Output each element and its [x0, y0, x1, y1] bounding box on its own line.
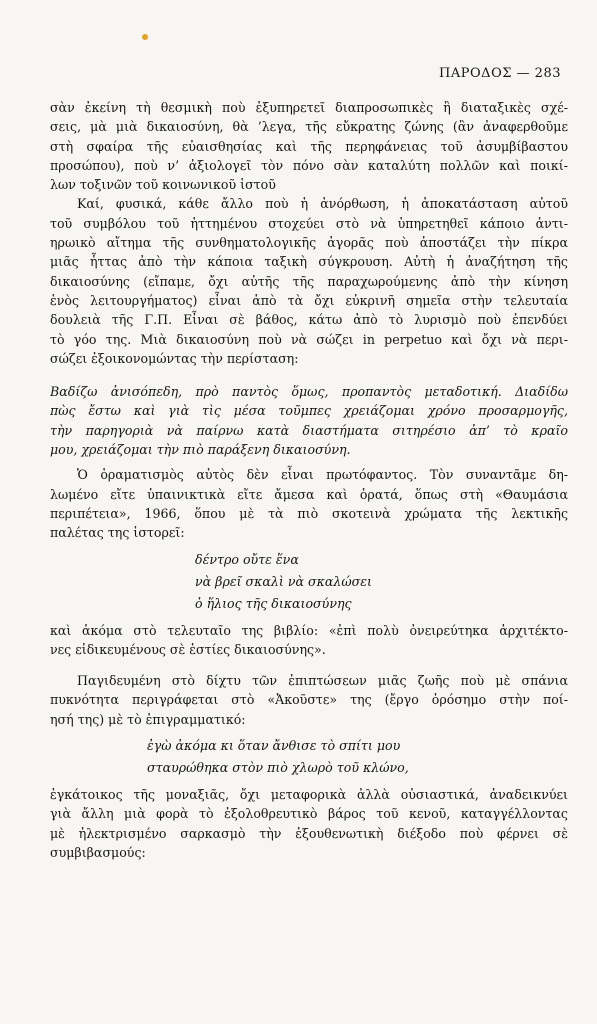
text-line: τοῦ συμβόλου τοῦ ἡττημένου στοχεύει στὸ νὰ ὑπηρετηθεῖ κάποιο ἀντι- — [50, 215, 568, 231]
text-line: Καί, φυσικά, κάθε ἄλλο ποὺ ἡ ἀνόρθωση, ἡ ἀποκατάσταση αὐτοῦ — [77, 196, 568, 212]
text-line: λων τοξινῶν τοῦ κοινωνικοῦ ἱστοῦ — [50, 177, 276, 193]
verse-line: ὁ ἥλιος τῆς δικαιοσύνης — [195, 595, 352, 611]
text-line: σώζει ἐξοικονομώντας τὴν περίσταση: — [50, 350, 299, 366]
text-line: Ὁ ὁραματισμὸς αὐτὸς δὲν εἶναι πρωτόφαντος. Τὸν συναντᾶμε δη- — [77, 467, 568, 483]
page-body — [50, 98, 568, 862]
text-line: ἐγκάτοικος τῆς μοναξιᾶς, ὄχι μεταφορικὰ ἀλλὰ οὐσιαστικά, ἀναδεικνύει — [50, 787, 568, 803]
text-line: πυκνότητα περιγράφεται στὸ «Ἀκοῦστε» της (ἔργο ὁρόσημο στὴν ποί- — [50, 692, 568, 708]
paragraph-6 — [50, 785, 568, 862]
verse-line: σταυρώθηκα στὸν πιὸ χλωρὸ τοῦ κλώνο, — [147, 760, 409, 776]
text-line: δικαιοσύνης (εἴπαμε, ὄχι αὐτῆς τῆς παραχωρούμενης ἀπὸ τὴν κίνηση — [50, 273, 568, 289]
text-line: λωμένο εἴτε ὑπαινικτικὰ εἴτε ἄμεσα καὶ ὁρατά, ὅπως στὴ «Θαυμάσια — [50, 486, 568, 502]
poem-excerpt-2 — [147, 735, 568, 779]
text-line: σὰν ἐκείνη τὴ θεσμικὴ ποὺ ἐξυπηρετεῖ διαπροσωπικὲς ἢ διαταξικὲς σχέ- — [50, 100, 568, 115]
paragraph-2 — [50, 194, 568, 368]
text-line: γιὰ ἄλλη μιὰ φορὰ τὸ ἐξολοθρευτικὸ βάρος τοῦ κενοῦ, καταγγέλλοντας — [50, 806, 568, 822]
verse-line: δέντρο οὔτε ἕνα — [195, 551, 299, 567]
paragraph-4 — [50, 621, 568, 660]
text-line: σεις, μὰ μιὰ δικαιοσύνη, θὰ ’λεγα, τῆς εὔκρατης ζώνης (ἂν ἀναφερθοῦμε — [50, 119, 568, 135]
verse-line: ἐγὼ ἀκόμα κι ὅταν ἄνθισε τὸ σπίτι μου — [147, 738, 401, 754]
quoted-prose — [50, 382, 568, 459]
text-line: δουλειὰ τῆς Γ.Π. Εἶναι σὲ βάθος, κάτω ἀπὸ τὸ λυρισμὸ ποὺ ἐπενδύει — [50, 312, 568, 328]
text-line: στὴ σφαίρα τῆς εὐαισθησίας καὶ τῆς περηφάνειας τοῦ ἀσυμβίβαστου — [50, 138, 568, 154]
ink-spot-mark — [142, 34, 148, 40]
text-line: μὲ ἠλεκτρισμένο σαρκασμὸ τὴν ἐξουθενωτικὴ διέξοδο ποὺ φέρνει σὲ — [50, 825, 568, 841]
text-line: ἑνὸς λειτουργήματος) εἶναι ἀπὸ τὰ ὄχι εὐκρινῆ σημεῖα στὴν τελευταία — [50, 292, 568, 308]
text-line: Παγιδευμένη στὸ δίχτυ τῶν ἐπιπτώσεων μιᾶς ζωῆς ποὺ μὲ σπάνια — [77, 673, 568, 689]
text-line: νες εἰδικευμένους σὲ ἑστίες δικαιοσύνης». — [50, 641, 326, 657]
paragraph-1 — [50, 98, 568, 194]
quote-line: τὴν παρηγοριὰ νὰ παίρνω κατὰ διαστήματα σιτηρέσιο ἀπ’ τὸ κραῖο — [50, 422, 568, 438]
text-line: παλέτας της ἱστορεῖ: — [50, 525, 185, 541]
text-line: συμβιβασμούς: — [50, 844, 146, 860]
text-line: μιᾶς ἧττας ἀπὸ τὴν κάποια ταξικὴ σύγκρουση. Αὐτὴ ἡ ἀναζήτηση τῆς — [50, 254, 568, 270]
running-head-page-number: ΠΑΡΟΔΟΣ — 283 — [439, 66, 561, 81]
quote-line: πὼς ἔστω καὶ γιὰ τὶς μέσα τοῦμπες χρειάζομαι χρόνο προσαρμογῆς, — [50, 403, 568, 419]
text-line: ησή της) μὲ τὸ ἐπιγραμματικό: — [50, 711, 246, 727]
paragraph-3 — [50, 465, 568, 542]
text-line: περιπέτεια», 1966, ὅπου μὲ τὰ πιὸ σκοτεινὰ χρώματα τῆς λεκτικῆς — [50, 505, 568, 521]
verse-line: νὰ βρεῖ σκαλὶ νὰ σκαλώσει — [195, 573, 372, 589]
text-line: τὸ γόο της. Μιὰ δικαιοσύνη ποὺ νὰ σώζει in perpetuo καὶ ὄχι νὰ περι- — [50, 331, 568, 347]
quote-line: μου, χρειάζομαι τὴν πιὸ παράξενη δικαιοσύνη. — [50, 442, 351, 458]
paragraph-5 — [50, 671, 568, 729]
text-line: καὶ ἀκόμα στὸ τελευταῖο της βιβλίο: «ἐπὶ πολὺ ὀνειρεύτηκα ἀρχιτέκτο- — [50, 622, 568, 638]
text-line: ηρωικὸ αἴτημα τῆς συνθηματολογικῆς ἀγορᾶς ποὺ ἀποστάζει τὴν πίκρα — [50, 235, 568, 251]
poem-excerpt-1 — [195, 549, 568, 615]
text-line: προσώπου), ποὺ ν’ ἀξιολογεῖ τὸν πόνο σὰν καταλύτη πολλῶν καὶ ποικί- — [50, 157, 568, 173]
quote-line: Βαδίζω ἀνισόπεδη, πρὸ παντὸς ὅμως, προπαντὸς μεταδοτική. Διαδίδω — [50, 384, 568, 400]
